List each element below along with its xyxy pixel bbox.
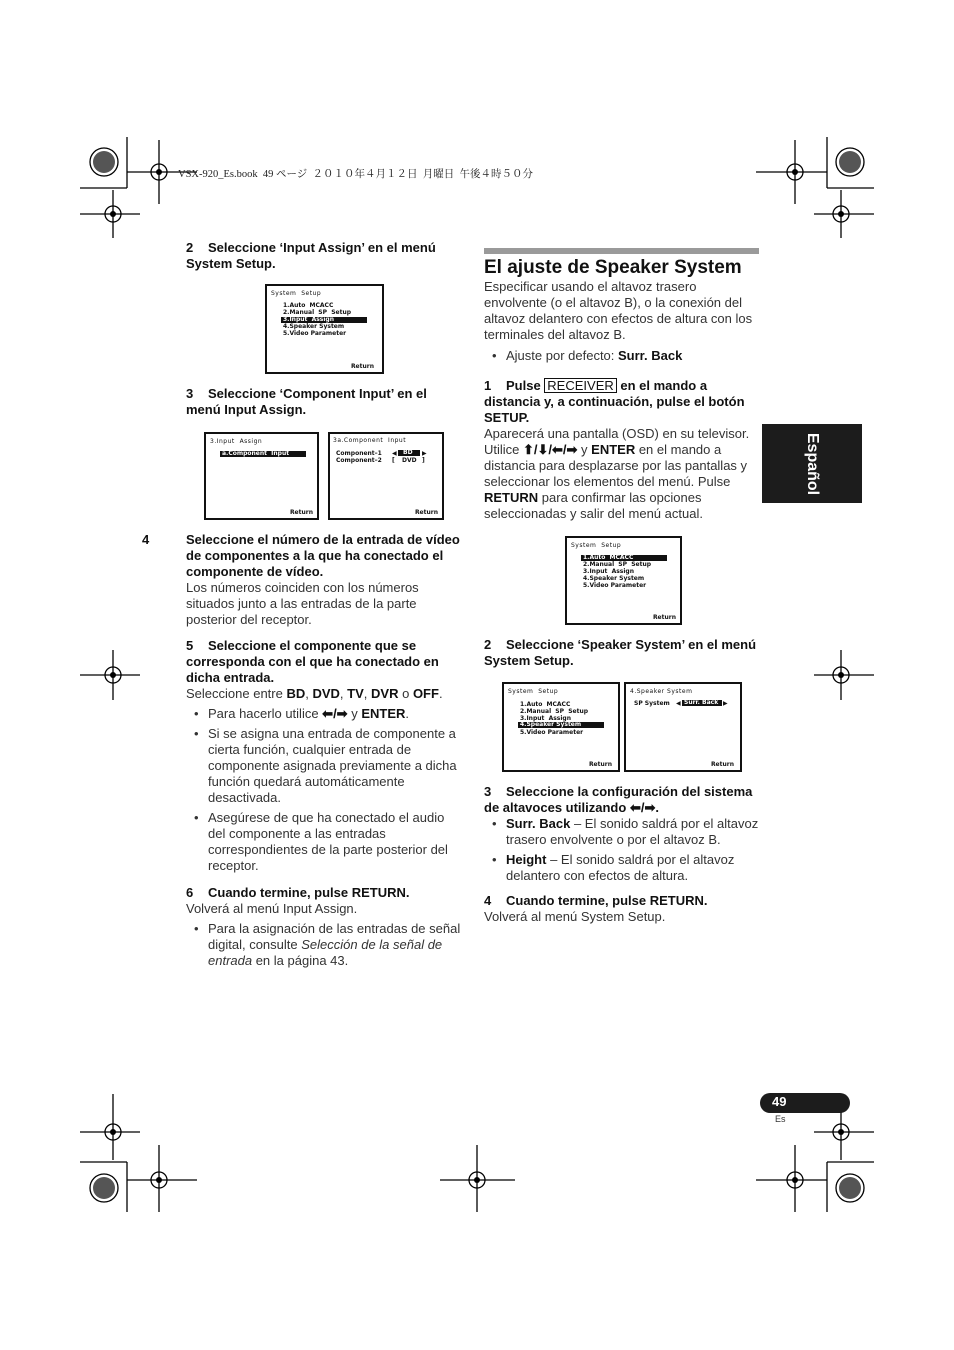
step-5-bullet-1: • Para hacerlo utilice ⬅/➡ y ENTER. <box>186 706 461 722</box>
language-tab: Español <box>762 424 862 503</box>
right-step-4 <box>484 893 759 925</box>
right-step-1-body: Aparecerá una pantalla (OSD) en su televisor. Utilice ⬆/⬇/⬅/➡ y ENTER en el mando a distancia para desplazarse por las pantallas y seleccionar los elementos del menú. Pulse RETURN para confirmar las opciones seleccionadas y salir del menú actual. <box>484 426 750 521</box>
step-5-title: 5 Seleccione el componente que se corresponda con el que ha conectado en dicha entrada. <box>186 638 439 685</box>
section-rule <box>484 248 759 254</box>
step-5-body: Seleccione entre BD, DVD, TV, DVR o OFF. <box>186 686 443 701</box>
right-step-3-bullet-2: • Height – El sonido saldrá por el altavoz delantero con efectos de altura. <box>484 852 759 884</box>
page-number: 49 <box>760 1093 850 1113</box>
step-5 <box>186 638 461 874</box>
selected-item: 1.Auto MCACC <box>581 555 667 561</box>
step-6-body: Volverá al menú Input Assign. <box>186 901 358 916</box>
osd-speaker-system: 4.Speaker System SP System ◀ Surr. Back ▶ Return <box>624 682 742 772</box>
selected-item: 3.Input Assign <box>281 317 367 323</box>
right-step-4-title: 4 Cuando termine, pulse RETURN. <box>484 893 708 908</box>
right-step-3-title: 3 Seleccione la configuración del sistema de altavoces utilizando ⬅/➡. <box>484 784 753 815</box>
osd-system-setup-3: System Setup 1.Auto MCACC 2.Manual SP Setup 3.Input Assign 4.Speaker System 5.Video Parameter Return <box>502 682 620 772</box>
right-step-2-title: 2 Seleccione ‘Speaker System’ en el menú System Setup. <box>484 637 757 668</box>
step-2-title: 2 Seleccione ‘Input Assign’ en el menú System Setup. <box>186 240 436 271</box>
step-6 <box>186 885 461 969</box>
right-step-3 <box>484 784 759 884</box>
arrow-keys-icon: ⬆/⬇/⬅/➡ <box>523 442 578 457</box>
right-intro <box>484 279 756 364</box>
osd-system-setup-2: System Setup 1.Auto MCACC 2.Manual SP Setup 3.Input Assign 4.Speaker System 5.Video Parameter Return <box>565 536 682 625</box>
receiver-button-label: RECEIVER <box>544 378 616 393</box>
right-step-4-body: Volverá al menú System Setup. <box>484 909 666 924</box>
selected-item: a.Component Input <box>220 451 306 457</box>
default-setting: • Ajuste por defecto: Surr. Back <box>484 348 756 364</box>
right-step-1 <box>484 378 756 522</box>
osd-input-assign: 3.Input Assign a.Component Input Return <box>204 432 319 520</box>
step-6-title: 6 Cuando termine, pulse RETURN. <box>186 885 410 900</box>
page-language: Es <box>775 1114 786 1124</box>
step-4 <box>142 532 461 628</box>
step-3-title: 3 Seleccione ‘Component Input’ en el menú Input Assign. <box>186 386 427 417</box>
step-4-title: 4 Seleccione el número de la entrada de vídeo de componentes a la que ha conectado el componente de vídeo. <box>142 532 460 579</box>
left-right-arrows-icon: ⬅/➡ <box>629 800 656 815</box>
section-title: El ajuste de Speaker System <box>484 257 742 278</box>
selected-item: 4.Speaker System <box>518 722 604 728</box>
left-column <box>186 240 461 272</box>
right-step-3-bullet-1: • Surr. Back – El sonido saldrá por el altavoz trasero envolvente o por el altavoz B. <box>484 816 759 848</box>
intro-text: Especificar usando el altavoz trasero envolvente (o el altavoz B), o la conexión del altavoz delantero con efectos de altura con los terminales del altavoz B. <box>484 279 753 342</box>
step-4-body: Los números coinciden con los números situados junto a las entradas de la parte posterior del receptor. <box>186 580 419 627</box>
osd-component-input: 3a.Component Input Component–1 Component–2 ◀ BD ▶ [ DVD ] Return <box>328 432 444 520</box>
left-right-arrows-icon: ⬅/➡ <box>322 706 348 721</box>
osd-system-setup-1: System Setup 1.Auto MCACC 2.Manual SP Setup 3.Input Assign 4.Speaker System 5.Video Parameter Return <box>265 284 384 374</box>
step-5-bullet-2: • Si se asigna una entrada de componente a cierta función, cualquier entrada de componente asignada previamente a dicha función quedará automáticamente desactivada. <box>186 726 461 806</box>
print-header: VSX-920_Es.book 49 ページ ２０１０年４月１２日 月曜日 午後４時５０分 <box>178 169 534 180</box>
step-6-bullet: • Para la asignación de las entradas de señal digital, consulte Selección de la señal de entrada en la página 43. <box>186 921 461 969</box>
right-step-1-title: 1 Pulse RECEIVER en el mando a distancia y, a continuación, pulse el botón SETUP. <box>484 378 745 425</box>
step-5-bullet-3: • Asegúrese de que ha conectado el audio del componente a las entradas correspondientes de la parte posterior del receptor. <box>186 810 461 874</box>
